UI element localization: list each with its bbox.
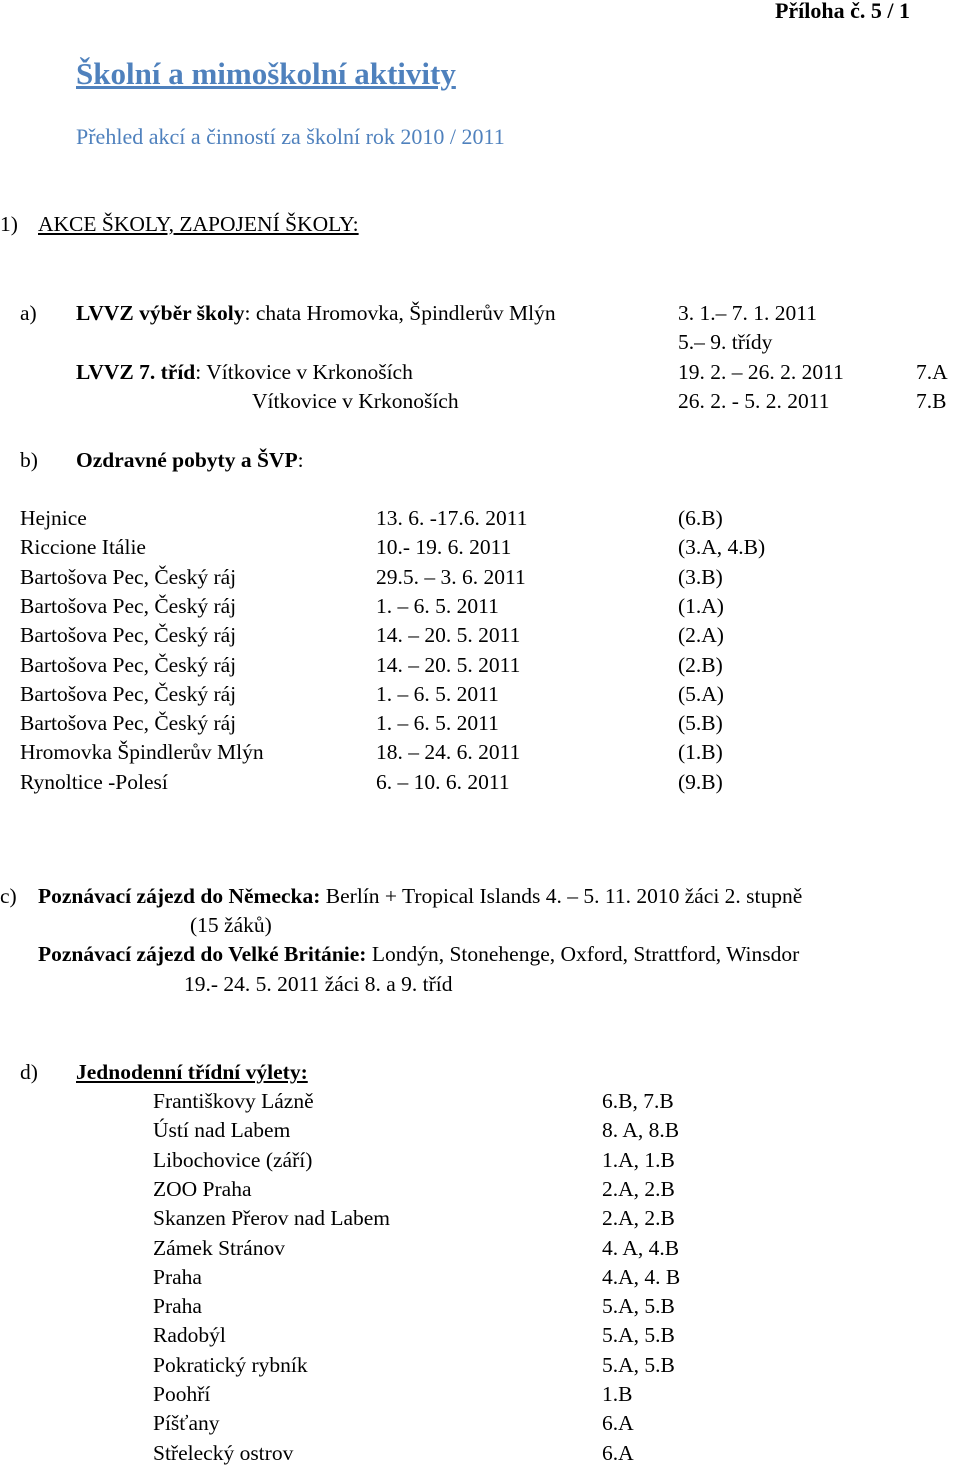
item-a-marker: a) [20,301,37,325]
stay-place: Rynoltice -Polesí [20,770,168,794]
stay-place: Bartošova Pec, Český ráj [20,711,237,735]
stay-place: Bartošova Pec, Český ráj [20,682,237,706]
daytrip-classes: 6.A [602,1441,634,1465]
daytrip-place: Skanzen Přerov nad Labem [153,1206,391,1230]
stay-date: 14. – 20. 5. 2011 [376,623,521,647]
stay-classes: (1.B) [678,740,723,764]
stay-place: Bartošova Pec, Český ráj [20,594,237,618]
daytrip-place: Poohří [153,1382,211,1406]
item-b-marker: b) [20,448,38,472]
daytrip-classes: 2.A, 2.B [602,1206,675,1230]
item-c-marker: c) [0,884,17,908]
daytrip-place: Píšťany [153,1411,220,1435]
stay-date: 1. – 6. 5. 2011 [376,711,499,735]
daytrip-classes: 6.A [602,1411,634,1435]
trip1-title: Poznávací zájezd do Německa: [38,884,321,908]
item-a-line1-rest: : chata Hromovka, Špindlerův Mlýn [244,301,556,325]
stay-classes: (5.A) [678,682,724,706]
stay-date: 13. 6. -17.6. 2011 [376,506,528,530]
stay-date: 1. – 6. 5. 2011 [376,682,499,706]
item-a-line1-bold: LVVZ výběr školy [76,301,245,325]
stay-date: 14. – 20. 5. 2011 [376,653,521,677]
stay-place: Hromovka Špindlerův Mlýn [20,740,264,764]
daytrip-place: Pokratický rybník [153,1353,308,1377]
daytrip-classes: 4. A, 4.B [602,1236,680,1260]
daytrip-place: Zámek Stránov [153,1236,285,1260]
trip1-line [38,886,802,908]
stay-date: 18. – 24. 6. 2011 [376,740,521,764]
stay-classes: (1.A) [678,594,724,618]
page-subtitle: Přehled akcí a činností za školní rok 2010 / 2011 [76,124,505,149]
daytrip-classes: 5.A, 5.B [602,1294,675,1318]
item-b-heading-bold: Ozdravné pobyty a ŠVP [76,448,298,472]
trip2-line [38,944,799,966]
stay-classes: (3.A, 4.B) [678,535,766,559]
stay-place: Bartošova Pec, Český ráj [20,565,237,589]
item-b-heading [76,450,304,472]
stay-classes: (5.B) [678,711,723,735]
item-a-line2-bold: LVVZ 7. tříd [76,360,196,384]
daytrip-place: Praha [153,1294,202,1318]
daytrip-place: Radobýl [153,1323,226,1347]
item-a-classes-note: 5.– 9. třídy [678,330,773,354]
daytrip-classes: 1.A, 1.B [602,1148,675,1172]
stay-classes: (3.B) [678,565,723,589]
stay-date: 10.- 19. 6. 2011 [376,535,512,559]
daytrip-place: Střelecký ostrov [153,1441,294,1465]
section-heading: AKCE ŠKOLY, ZAPOJENÍ ŠKOLY: [38,212,359,236]
daytrip-place: Františkovy Lázně [153,1089,314,1113]
daytrip-place: Praha [153,1265,202,1289]
daytrip-place: Libochovice (září) [153,1148,313,1172]
daytrip-classes: 4.A, 4. B [602,1265,681,1289]
stay-classes: (2.B) [678,653,723,677]
daytrip-classes: 5.A, 5.B [602,1353,675,1377]
stay-date: 6. – 10. 6. 2011 [376,770,510,794]
item-a-line3-class: 7.B [916,389,947,413]
item-a-line2-class: 7.A [916,360,948,384]
attachment-label: Příloha č. 5 / 1 [774,0,910,23]
daytrip-place: ZOO Praha [153,1177,252,1201]
daytrip-place: Ústí nad Labem [153,1118,291,1142]
trip2-note: 19.- 24. 5. 2011 žáci 8. a 9. tříd [184,972,453,996]
daytrip-classes: 8. A, 8.B [602,1118,680,1142]
trip2-details: Londýn, Stonehenge, Oxford, Strattford, Winsdor [366,942,800,966]
item-a-line3-place: Vítkovice v Krkonoších [252,389,459,413]
daytrip-classes: 6.B, 7.B [602,1089,674,1113]
trip2-title: Poznávací zájezd do Velké Británie: [38,942,367,966]
stay-classes: (9.B) [678,770,723,794]
item-d-marker: d) [20,1060,38,1084]
trip1-note: (15 žáků) [190,913,272,937]
daytrip-classes: 1.B [602,1382,633,1406]
trip1-details: Berlín + Tropical Islands 4. – 5. 11. 2010 žáci 2. stupně [320,884,803,908]
item-a-line2-rest: : Vítkovice v Krkonoších [195,360,413,384]
item-a-line2 [76,362,413,384]
item-a-line2-date: 19. 2. – 26. 2. 2011 [678,360,844,384]
item-a-line3-date: 26. 2. - 5. 2. 2011 [678,389,830,413]
stay-date: 29.5. – 3. 6. 2011 [376,565,526,589]
stay-date: 1. – 6. 5. 2011 [376,594,499,618]
stay-place: Bartošova Pec, Český ráj [20,623,237,647]
stay-place: Bartošova Pec, Český ráj [20,653,237,677]
item-b-heading-colon: : [297,448,304,472]
item-a-line1-date: 3. 1.– 7. 1. 2011 [678,301,817,325]
item-d-heading: Jednodenní třídní výlety: [76,1060,308,1084]
daytrip-classes: 5.A, 5.B [602,1323,675,1347]
page-title: Školní a mimoškolní aktivity [76,56,456,91]
stay-place: Hejnice [20,506,87,530]
item-a-line1 [76,303,556,325]
daytrip-classes: 2.A, 2.B [602,1177,675,1201]
stay-classes: (2.A) [678,623,724,647]
stay-classes: (6.B) [678,506,723,530]
section-number: 1) [0,212,18,236]
stay-place: Riccione Itálie [20,535,146,559]
